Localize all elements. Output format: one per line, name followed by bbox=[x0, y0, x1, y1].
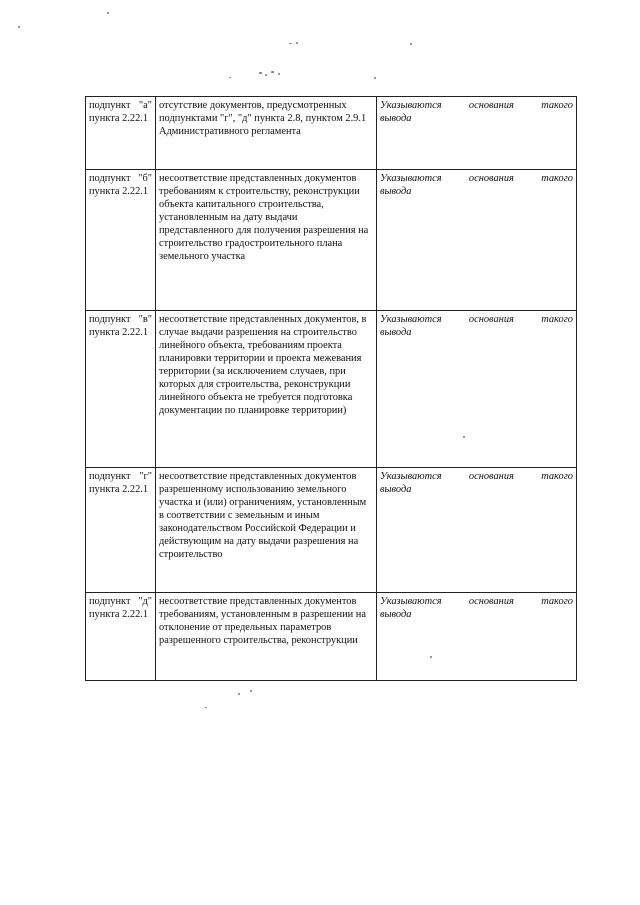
table-row bbox=[86, 593, 577, 681]
ground-cell: несоответствие представленных документов требованиям, установленным в разрешении на отклонение от предельных параметров разрешенного строительства, реконструкции bbox=[156, 593, 377, 681]
result-cell bbox=[377, 311, 577, 468]
result-word: основания bbox=[468, 596, 514, 607]
subclause-cell: подпункт "в" пункта 2.22.1 bbox=[86, 311, 156, 468]
ground-cell: несоответствие представленных документов, в случае выдачи разрешения на строительство линейного объекта, требованиям проекта планировки территории и проекта межевания территории (за исключением случаев, при которых для строительства, реконструкции линейного объекта не требуется подготовка документации по планировке территории) bbox=[156, 311, 377, 468]
ground-cell: несоответствие представленных документов разрешенному использованию земельного участка и (или) ограничениям, установленным в соответствии с земельным и иным законодательством Российской Федерации и действующим на дату выдачи разрешения на строительство bbox=[156, 468, 377, 593]
result-word: Указываются bbox=[380, 173, 442, 184]
refusal-grounds-table bbox=[85, 96, 577, 681]
result-cell bbox=[377, 170, 577, 311]
result-word: основания bbox=[468, 100, 514, 111]
result-word: такого bbox=[541, 314, 573, 325]
result-word: вывода bbox=[380, 113, 412, 124]
result-cell bbox=[377, 468, 577, 593]
table-row bbox=[86, 311, 577, 468]
result-word: Указываются bbox=[380, 596, 442, 607]
table-row bbox=[86, 468, 577, 593]
result-cell bbox=[377, 97, 577, 170]
ground-cell: отсутствие документов, предусмотренных подпунктами "г", "д" пункта 2.8, пунктом 2.9.1 Административного регламента bbox=[156, 97, 377, 170]
subclause-cell: подпункт "г" пункта 2.22.1 bbox=[86, 468, 156, 593]
result-word: вывода bbox=[380, 484, 412, 495]
result-word: основания bbox=[468, 173, 514, 184]
result-word: Указываются bbox=[380, 100, 442, 111]
result-word: такого bbox=[541, 596, 573, 607]
result-word: такого bbox=[541, 100, 573, 111]
subclause-cell: подпункт "а" пункта 2.22.1 bbox=[86, 97, 156, 170]
result-word: вывода bbox=[380, 609, 412, 620]
ground-cell: несоответствие представленных документов требованиям к строительству, реконструкции объекта капитального строительства, установленным на дату выдачи представленного для получения разрешения на строительство градостроительного плана земельного участка bbox=[156, 170, 377, 311]
result-word: вывода bbox=[380, 186, 412, 197]
table-row bbox=[86, 170, 577, 311]
result-word: Указываются bbox=[380, 314, 442, 325]
result-cell bbox=[377, 593, 577, 681]
result-word: основания bbox=[468, 471, 514, 482]
result-word: такого bbox=[541, 471, 573, 482]
result-word: вывода bbox=[380, 327, 412, 338]
subclause-cell: подпункт "д" пункта 2.22.1 bbox=[86, 593, 156, 681]
subclause-cell: подпункт "б" пункта 2.22.1 bbox=[86, 170, 156, 311]
result-word: такого bbox=[541, 173, 573, 184]
result-word: основания bbox=[468, 314, 514, 325]
table-row bbox=[86, 97, 577, 170]
result-word: Указываются bbox=[380, 471, 442, 482]
